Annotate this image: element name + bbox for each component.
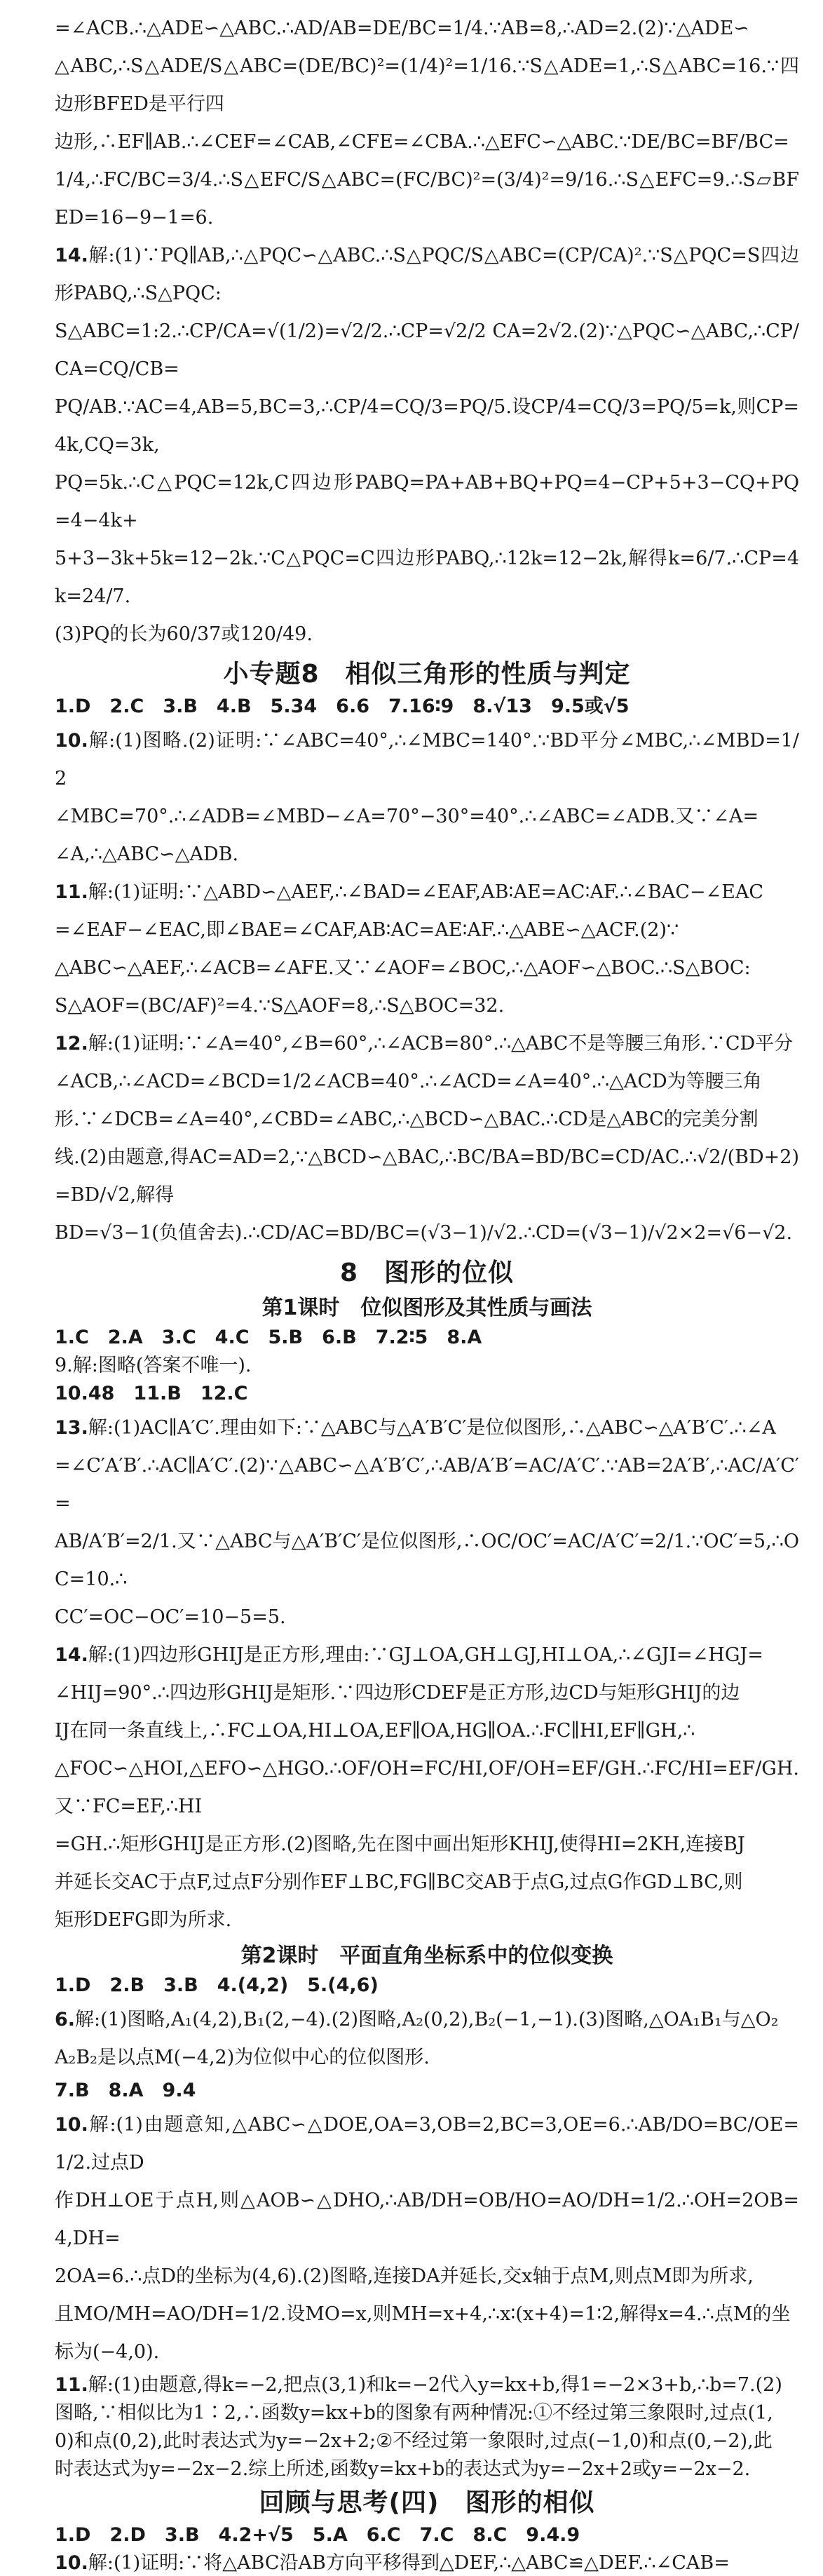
text-line: ∠A,∴△ABC∽△ADB. bbox=[55, 843, 239, 865]
text-line: 图略,∵相似比为1∶2,∴函数y=kx+b的图象有两种情况:①不经过第三象限时,过点(1, bbox=[55, 2402, 773, 2424]
text-content: 解:(1)图略,A₁(4,2),B₁(2,−4).(2)图略,A₂(0,2),B₂(−1,−1).(3)图略,△OA₁B₁与△O₂ bbox=[75, 2009, 779, 2031]
text-line: 时表达式为y=−2x−2.综上所述,函数y=kx+b的表达式为y=−2x+2或y=−2x−2. bbox=[55, 2458, 751, 2480]
text-line: (3)PQ的长为60/37或120/49. bbox=[55, 623, 313, 645]
text-line: 1/4,∴FC/BC=3/4.∴S△EFC/S△ABC=(FC/BC)²=(3/4)²=9/16.∴S△EFC=9.∴S▱BFED=16−9−1=6. bbox=[55, 169, 799, 229]
solution-6 bbox=[55, 2001, 799, 2077]
text-content: 解:(1)∵PQ∥AB,∴△PQC∽△ABC.∴S△PQC/S△ABC=(CP/CA)².∵S△PQC=S四边形PABQ,∴S△PQC: bbox=[55, 245, 799, 304]
text-content: 解:(1)由题意知,△ABC∽△DOE,OA=3,OB=2,BC=3,OE=6.∴AB/DO=BC/OE=1/2.过点D bbox=[55, 2114, 799, 2174]
answer-list: 1.D 2.D 3.B 4.2+√5 5.A 6.C 7.C 8.C 9.4.9 bbox=[55, 2524, 580, 2546]
text-line: CC′=OC−OC′=10−5=5. bbox=[55, 1606, 286, 1628]
text-line: =∠ACB.∴△ADE∽△ABC.∴AD/AB=DE/BC=1/4.∵AB=8,∴AD=2.(2)∵△ADE∽ bbox=[55, 18, 749, 39]
text-line: ∠ACB,∴∠ACD=∠BCD=1/2∠ACB=40°.∴∠ACD=∠A=40°.∴△ACD为等腰三角 bbox=[55, 1071, 762, 1092]
text-line: =GH.∴矩形GHIJ是正方形.(2)图略,先在图中画出矩形KHIJ,使得HI=2KH,连接BJ bbox=[55, 1833, 745, 1855]
solution-10 bbox=[55, 722, 799, 874]
text-line: △FOC∽△HOI,△EFO∽△HGO.∴OF/OH=FC/HI,OF/OH=EF/GH.∴FC/HI=EF/GH.又∵FC=EF,∴HI bbox=[55, 1758, 799, 1817]
text-line: ∠HIJ=90°.∴四边形GHIJ是矩形.∵四边形CDEF是正方形,边CD与矩形GHIJ的边 bbox=[55, 1682, 740, 1704]
text-line: △ABC∽△AEF,∴∠ACB=∠AFE.又∵∠AOF=∠BOC,∴△AOF∽△BOC.∴S△BOC: bbox=[55, 957, 751, 979]
text-line bbox=[55, 1636, 799, 1674]
text-line: PQ=5k.∴C△PQC=12k,C四边形PABQ=PA+AB+BQ+PQ=4−CP+5+3−CQ+PQ=4−4k+ bbox=[55, 472, 799, 531]
solution-12 bbox=[55, 1025, 799, 1252]
text-line: 线.(2)由题意,得AC=AD=2,∵△BCD∽△BAC,∴BC/BA=BD/BC=CD/AC.∴√2/(BD+2)=BD/√2,解得 bbox=[55, 1146, 799, 1206]
text-content: 解:(1)图略.(2)证明:∵∠ABC=40°,∴∠MBC=140°.∵BD平分∠MBC,∴∠MBD=1/2 bbox=[55, 730, 799, 789]
answer-list: 1.D 2.C 3.B 4.B 5.34 6.6 7.16∶9 8.√13 9.5或√5 bbox=[55, 696, 630, 717]
text-content: 解:(1)AC∥A′C′.理由如下:∵△ABC与△A′B′C′是位似图形,∴△ABC∽△A′B′C′.∴∠A bbox=[88, 1417, 776, 1439]
solution-11 bbox=[55, 874, 799, 1025]
text-content: 解:(1)四边形GHIJ是正方形,理由:∵GJ⊥OA,GH⊥GJ,HI⊥OA,∴∠GJI=∠HGJ= bbox=[88, 1644, 763, 1666]
text-line: =∠EAF−∠EAC,即∠BAE=∠CAF,AB∶AC=AE∶AF.∴△ABE∽△ACF.(2)∵ bbox=[55, 919, 679, 941]
text-line: △ABC,∴S△ADE/S△ABC=(DE/BC)²=(1/4)²=1/16.∵S△ADE=1,∴S△ABC=16.∵四边形BFED是平行四 bbox=[55, 55, 799, 115]
question-number: 10. bbox=[55, 2552, 88, 2574]
text-line bbox=[55, 2373, 799, 2398]
question-number: 11. bbox=[55, 881, 88, 903]
text-line: 边形,∴EF∥AB.∴∠CEF=∠CAB,∠CFE=∠CBA.∴△EFC∽△ABC.∵DE/BC=BF/BC= bbox=[55, 131, 789, 153]
solution-10b bbox=[55, 2106, 799, 2371]
answer-list: 1.D 2.B 3.B 4.(4,2) 5.(4,6) bbox=[55, 1974, 379, 1996]
question-number: 12. bbox=[55, 1033, 88, 1055]
text-line bbox=[55, 2551, 799, 2576]
lesson-title: 第2课时 平面直角坐标系中的位似变换 bbox=[240, 1944, 613, 1968]
text-line bbox=[55, 722, 799, 798]
question-number: 14. bbox=[55, 245, 88, 266]
question-number: 11. bbox=[55, 2374, 88, 2396]
answer-list: 1.C 2.A 3.C 4.C 5.B 6.B 7.2∶5 8.A bbox=[55, 1327, 482, 1348]
text-line: =∠C′A′B′.∴AC∥A′C′.(2)∵△ABC∽△A′B′C′,∴AB/A′B′=AC/A′C′.∵AB=2A′B′,∴AC/A′C′= bbox=[55, 1455, 799, 1514]
solution-13 bbox=[55, 1409, 799, 1636]
continued-solution-13 bbox=[55, 10, 799, 237]
text-line: 5+3−3k+5k=12−2k.∵C△PQC=C四边形PABQ,∴12k=12−2k,解得k=6/7.∴CP=4k=24/7. bbox=[55, 548, 799, 607]
text-content: 解:(1)由题意,得k=−2,把点(3,1)和k=−2代入y=kx+b,得1=−2×3+b,∴b=7.(2) bbox=[88, 2374, 782, 2396]
lesson-title: 第1课时 位似图形及其性质与画法 bbox=[261, 1296, 592, 1320]
text-line bbox=[55, 1025, 799, 1063]
solution-11b bbox=[55, 2373, 799, 2482]
solution-14 bbox=[55, 237, 799, 653]
section-title: 小专题8 相似三角形的性质与判定 bbox=[223, 660, 631, 689]
text-line: PQ/AB.∵AC=4,AB=5,BC=3,∴CP/4=CQ/3=PQ/5.设CP/4=CQ/3=PQ/5=k,则CP=4k,CQ=3k, bbox=[55, 396, 799, 456]
text-line: S△AOF=(BC/AF)²=4.∵S△AOF=8,∴S△BOC=32. bbox=[55, 995, 505, 1017]
text-line bbox=[55, 2106, 799, 2182]
text-content: 解:(1)证明:∵∠A=40°,∠B=60°,∴∠ACB=80°.∴△ABC不是等腰三角形.∵CD平分 bbox=[88, 1033, 794, 1055]
text-line: 形.∵∠DCB=∠A=40°,∠CBD=∠ABC,∴△BCD∽△BAC.∴CD是△ABC的完美分割 bbox=[55, 1109, 759, 1130]
text-line: 矩形DEFG即为所求. bbox=[55, 1909, 232, 1931]
answer-list: 7.B 8.A 9.4 bbox=[55, 2080, 196, 2101]
question-number: 13. bbox=[55, 1417, 88, 1439]
text-line bbox=[55, 2001, 799, 2039]
answer-q9: 9.解:图略(答案不唯一). bbox=[55, 1355, 252, 1376]
chapter-title: 8 图形的位似 bbox=[339, 1259, 515, 1287]
question-number: 10. bbox=[55, 730, 88, 752]
text-line: 2OA=6.∴点D的坐标为(4,6).(2)图略,连接DA并延长,交x轴于点M,则点M即为所求, bbox=[55, 2265, 754, 2287]
text-line bbox=[55, 874, 799, 911]
text-line: 0)和点(0,2),此时表达式为y=−2x+2;②不经过第一象限时,过点(−1,0)和点(0,−2),此 bbox=[55, 2430, 773, 2452]
text-line: IJ在同一条直线上,∴FC⊥OA,HI⊥OA,EF∥OA,HG∥OA.∴FC∥HI,EF∥GH,∴ bbox=[55, 1720, 695, 1742]
text-content: 解:(1)证明:∵将△ABC沿AB方向平移得到△DEF,∴△ABC≌△DEF.∴∠CAB= bbox=[88, 2552, 730, 2574]
review-title: 回顾与思考(四) 图形的相似 bbox=[259, 2488, 595, 2517]
text-content: 解:(1)证明:∵△ABD∽△AEF,∴∠BAD=∠EAF,AB∶AE=AC∶AF.∴∠BAC−∠EAC bbox=[88, 881, 763, 903]
text-line bbox=[55, 237, 799, 313]
text-line: ∠MBC=70°.∴∠ADB=∠MBD−∠A=70°−30°=40°.∴∠ABC=∠ADB.又∵∠A= bbox=[55, 806, 759, 827]
text-line: 作DH⊥OE于点H,则△AOB∽△DHO,∴AB/DH=OB/HO=AO/DH=1/2.∴OH=2OB=4,DH= bbox=[55, 2190, 799, 2249]
question-number: 10. bbox=[55, 2114, 88, 2136]
text-line: 标为(−4,0). bbox=[55, 2341, 160, 2363]
answer-list: 10.48 11.B 12.C bbox=[55, 1383, 248, 1404]
text-line: 且MO/MH=AO/DH=1/2.设MO=x,则MH=x+4,∴x∶(x+4)=1∶2,解得x=4.∴点M的坐 bbox=[55, 2303, 791, 2325]
solution-14b bbox=[55, 1636, 799, 1939]
text-line: 并延长交AC于点F,过点F分别作EF⊥BC,FG∥BC交AB于点G,过点G作GD⊥BC,则 bbox=[55, 1871, 743, 1893]
text-line: S△ABC=1:2.∴CP/CA=√(1/2)=√2/2.∴CP=√2/2 CA=2√2.(2)∵△PQC∽△ABC,∴CP/CA=CQ/CB= bbox=[55, 320, 799, 380]
text-line bbox=[55, 1409, 799, 1447]
question-number: 6. bbox=[55, 2009, 76, 2031]
question-number: 14. bbox=[55, 1644, 88, 1666]
text-line: A₂B₂是以点M(−4,2)为位似中心的位似图形. bbox=[55, 2047, 430, 2068]
text-line: AB/A′B′=2/1.又∵△ABC与△A′B′C′是位似图形,∴OC/OC′=AC/A′C′=2/1.∵OC′=5,∴OC=10.∴ bbox=[55, 1531, 799, 1590]
text-line: BD=√3−1(负值舍去).∴CD/AC=BD/BC=(√3−1)/√2.∴CD=(√3−1)/√2×2=√6−√2. bbox=[55, 1222, 793, 1244]
